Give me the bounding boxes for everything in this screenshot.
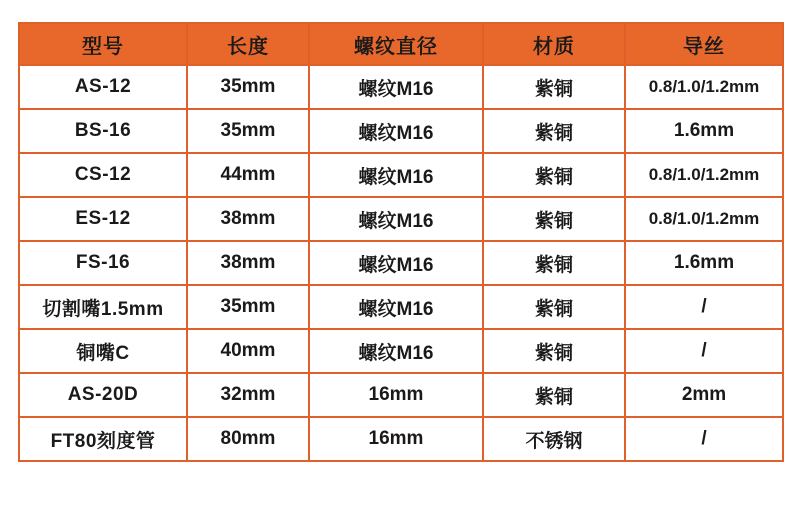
table-row: [19, 329, 783, 373]
cell-wire: 2mm: [625, 373, 783, 417]
cell-model: AS-20D: [19, 373, 187, 417]
cell-wire: /: [625, 285, 783, 329]
table-row: [19, 241, 783, 285]
cell-thread-diameter: 螺纹M16: [309, 153, 483, 197]
cell-material: 紫铜: [483, 329, 625, 373]
cell-length: 32mm: [187, 373, 309, 417]
cell-length: 35mm: [187, 109, 309, 153]
cell-material: 紫铜: [483, 285, 625, 329]
cell-wire: /: [625, 417, 783, 461]
table-row: [19, 373, 783, 417]
cell-model: 切割嘴1.5mm: [19, 285, 187, 329]
cell-thread-diameter: 螺纹M16: [309, 241, 483, 285]
table-row: [19, 197, 783, 241]
cell-length: 40mm: [187, 329, 309, 373]
table-row: [19, 285, 783, 329]
cell-model: ES-12: [19, 197, 187, 241]
cell-material: 紫铜: [483, 241, 625, 285]
column-header-model: 型号: [19, 23, 187, 65]
cell-wire: /: [625, 329, 783, 373]
cell-length: 35mm: [187, 65, 309, 109]
table-body: [19, 65, 783, 461]
column-header-material: 材质: [483, 23, 625, 65]
cell-material: 紫铜: [483, 153, 625, 197]
cell-thread-diameter: 螺纹M16: [309, 109, 483, 153]
cell-wire: 0.8/1.0/1.2mm: [625, 197, 783, 241]
cell-model: BS-16: [19, 109, 187, 153]
cell-model: AS-12: [19, 65, 187, 109]
cell-thread-diameter: 螺纹M16: [309, 65, 483, 109]
cell-length: 38mm: [187, 197, 309, 241]
cell-length: 35mm: [187, 285, 309, 329]
table-row: [19, 109, 783, 153]
cell-model: FT80刻度管: [19, 417, 187, 461]
cell-model: CS-12: [19, 153, 187, 197]
cell-thread-diameter: 螺纹M16: [309, 329, 483, 373]
cell-thread-diameter: 螺纹M16: [309, 285, 483, 329]
table-row: [19, 417, 783, 461]
column-header-wire: 导丝: [625, 23, 783, 65]
cell-wire: 1.6mm: [625, 109, 783, 153]
cell-material: 紫铜: [483, 373, 625, 417]
cell-material: 不锈钢: [483, 417, 625, 461]
table-header-row: [19, 23, 783, 65]
table-row: [19, 153, 783, 197]
cell-model: 铜嘴C: [19, 329, 187, 373]
table-row: [19, 65, 783, 109]
cell-thread-diameter: 16mm: [309, 417, 483, 461]
cell-material: 紫铜: [483, 109, 625, 153]
table-header: [19, 23, 783, 65]
cell-length: 80mm: [187, 417, 309, 461]
cell-material: 紫铜: [483, 197, 625, 241]
cell-thread-diameter: 螺纹M16: [309, 197, 483, 241]
cell-length: 44mm: [187, 153, 309, 197]
cell-material: 紫铜: [483, 65, 625, 109]
cell-wire: 1.6mm: [625, 241, 783, 285]
column-header-thread-diameter: 螺纹直径: [309, 23, 483, 65]
column-header-length: 长度: [187, 23, 309, 65]
cell-length: 38mm: [187, 241, 309, 285]
cell-thread-diameter: 16mm: [309, 373, 483, 417]
specification-table: [18, 22, 784, 462]
cell-wire: 0.8/1.0/1.2mm: [625, 65, 783, 109]
cell-wire: 0.8/1.0/1.2mm: [625, 153, 783, 197]
cell-model: FS-16: [19, 241, 187, 285]
